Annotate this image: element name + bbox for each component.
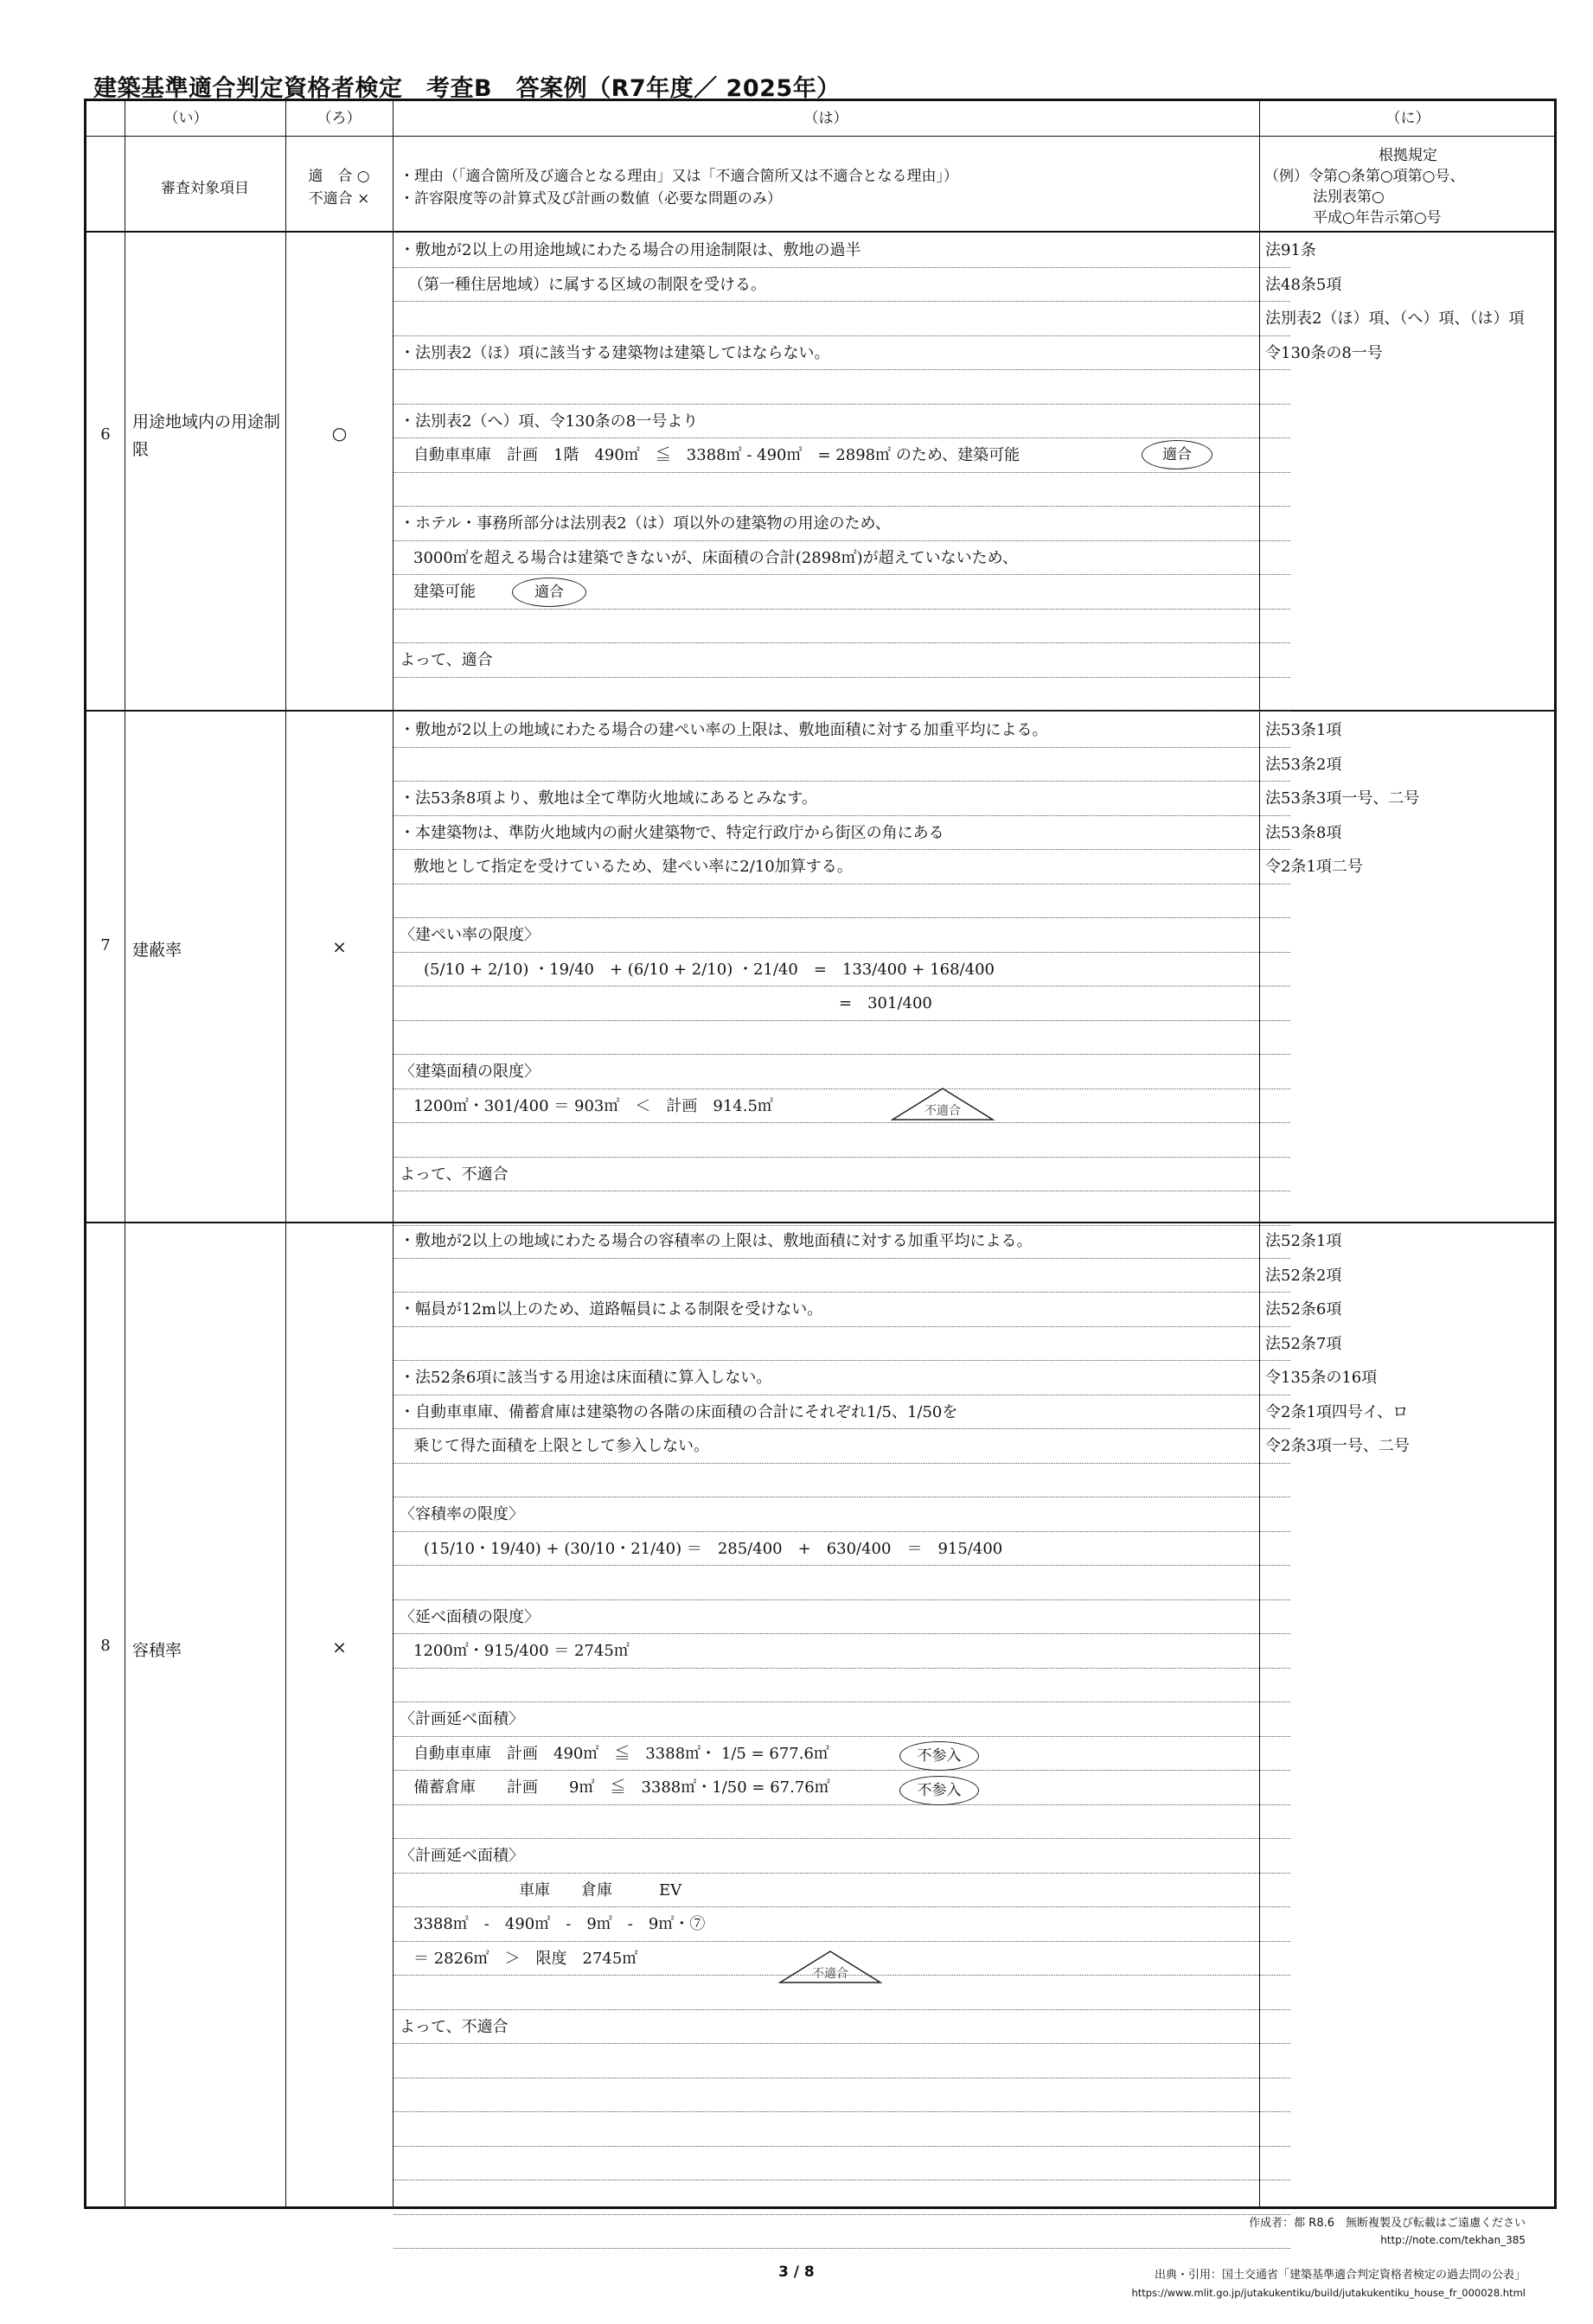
header-calc: ・許容限度等の計算式及び計画の数値（必要な問題のみ）	[400, 190, 782, 208]
footer-author: 作成者：都 R8.6 無断複製及び転載はご遠慮ください	[1249, 2217, 1526, 2230]
reason-line: よって、不適合	[400, 1165, 509, 1184]
reason-line: ・法52条6項に該当する用途は床面積に算入しない。	[400, 1369, 772, 1387]
exclusion-stamp: 不参入	[899, 1741, 979, 1771]
header-basis-example: 平成○年告示第○号	[1313, 209, 1442, 227]
writing-line	[393, 2180, 1290, 2215]
writing-line	[393, 1464, 1290, 1498]
writing-line	[393, 2078, 1290, 2113]
reason-line: ・ホテル・事務所部分は法別表2（は）項以外の建築物の用途のため、	[400, 514, 891, 533]
reason-line: 〈建ぺい率の限度〉	[400, 926, 540, 944]
legal-basis: 法53条8項	[1265, 823, 1342, 842]
legal-basis: 法53条1項	[1265, 721, 1342, 739]
legal-basis: 法52条7項	[1265, 1334, 1342, 1353]
review-item: 用途地域内の用途制限	[132, 412, 281, 459]
legal-basis: 法48条5項	[1265, 275, 1342, 294]
reason-line: 3000㎡を超える場合は建築できないが、床面積の合計(2898㎡)が超えていないため、	[413, 548, 1018, 567]
judgement-mark: ○	[331, 423, 348, 444]
header-judge-ok: 適 合 ○	[308, 168, 370, 185]
writing-line	[393, 610, 1290, 644]
reason-line: ・敷地が2以上の用途地域にわたる場合の用途制限は、敷地の過半	[400, 241, 861, 259]
writing-line	[393, 884, 1290, 919]
reason-line: ・敷地が2以上の地域にわたる場合の容積率の上限は、敷地面積に対する加重平均による。	[400, 1232, 1033, 1250]
legal-basis: 法91条	[1265, 241, 1316, 259]
legal-basis: 令2条3項一号、二号	[1265, 1437, 1410, 1455]
reason-line: ・本建築物は、準防火地域内の耐火建築物で、特定行政庁から街区の角にある	[400, 823, 944, 842]
reason-line: (5/10 + 2/10) ・19/40 + (6/10 + 2/10) ・21/40 = 133/400 + 168/400	[424, 960, 995, 979]
judgement-mark: ×	[332, 1637, 347, 1657]
writing-line	[393, 643, 1290, 678]
legal-basis: 法別表2（ほ）項、（へ）項、（は）項	[1265, 310, 1525, 328]
writing-line	[393, 678, 1290, 712]
reason-line: ・敷地が2以上の地域にわたる場合の建ぺい率の上限は、敷地面積に対する加重平均による。	[400, 721, 1048, 739]
writing-line	[393, 1669, 1290, 1703]
reason-line: 敷地として指定を受けているため、建ぺい率に2/10加算する。	[413, 858, 853, 876]
writing-line	[393, 1327, 1290, 1362]
reason-line: 〈建築面積の限度〉	[400, 1063, 540, 1081]
reason-line: よって、適合	[400, 651, 493, 669]
header-reason: ・理由（「適合箇所及び適合となる理由」又は「不適合箇所又は不適合となる理由」）	[400, 168, 958, 185]
legal-basis: 令130条の8一号	[1265, 343, 1383, 362]
reason-line: 自動車車庫 計画 490㎡ ≦ 3388㎡・ 1/5 = 677.6㎡	[413, 1744, 829, 1763]
footer-note-url: http://note.com/tekhan_385	[1380, 2234, 1526, 2246]
header-basis-example: 法別表第○	[1313, 188, 1385, 206]
reason-line: = 301/400	[839, 994, 932, 1012]
writing-line	[393, 473, 1290, 508]
header-basis-title: 根拠規定	[1379, 147, 1437, 164]
writing-line	[393, 1702, 1290, 1737]
reason-line: ・幅員が12m以上のため、道路幅員による制限を受けない。	[400, 1300, 823, 1318]
legal-basis: 法53条3項一号、二号	[1265, 789, 1420, 808]
header-judge-ng: 不適合 ×	[308, 190, 370, 208]
page-number: 3 / 8	[778, 2263, 815, 2281]
reason-line: 〈計画延べ面積〉	[400, 1847, 524, 1865]
writing-line	[393, 2010, 1290, 2045]
document-title: 建築基準適合判定資格者検定 考査B 答案例（R7年度／ 2025年）	[93, 75, 841, 102]
writing-line	[393, 1158, 1290, 1192]
nonconformity-label: 不適合	[924, 1104, 961, 1118]
legal-basis: 法52条1項	[1265, 1232, 1342, 1250]
writing-line	[393, 302, 1290, 336]
reason-line: ＝ 2826㎡ ＞ 限度 2745㎡	[413, 1949, 638, 1968]
legal-basis: 令2条1項四号イ、ロ	[1265, 1402, 1409, 1421]
writing-line	[393, 1839, 1290, 1874]
nonconformity-label: 不適合	[812, 1967, 848, 1981]
reason-line: 〈延べ面積の限度〉	[400, 1607, 540, 1626]
row-number: 7	[100, 936, 111, 954]
legal-basis: 法52条6項	[1265, 1300, 1342, 1318]
reason-line: ・法別表2（へ）項、令130条の8一号より	[400, 412, 699, 431]
header-basis-example: （例）令第○条第○項第○号、	[1264, 168, 1465, 185]
conformity-stamp: 適合	[1142, 440, 1212, 469]
row-number: 6	[100, 425, 111, 444]
legal-basis: 法52条2項	[1265, 1266, 1342, 1285]
reason-line: 車庫 倉庫 EV	[519, 1880, 682, 1899]
column-label-ha: （は）	[803, 110, 848, 127]
writing-line	[393, 2112, 1290, 2147]
reason-line: ・法53条8項より、敷地は全て準防火地域にあるとみなす。	[400, 789, 817, 808]
reason-line: 1200㎡・301/400 ＝ 903㎡ ＜ 計画 914.5㎡	[413, 1096, 773, 1115]
reason-line: よって、不適合	[400, 2017, 509, 2036]
writing-line	[393, 1259, 1290, 1293]
header-bottom-divider	[86, 231, 1554, 233]
exclusion-stamp: 不参入	[899, 1776, 979, 1805]
writing-line	[393, 1497, 1290, 1532]
footer-source-url: https://www.mlit.go.jp/jutakukentiku/build/jutakukentiku_house_fr_000028.html	[1131, 2287, 1526, 2299]
writing-line	[393, 1566, 1290, 1600]
reason-line: 〈容積率の限度〉	[400, 1505, 524, 1523]
reason-line: 建築可能	[413, 583, 476, 601]
col-divider	[285, 101, 286, 2206]
legal-basis: 法53条2項	[1265, 755, 1342, 774]
reason-line: 乗じて得た面積を上限として参入しない。	[413, 1437, 709, 1455]
row-number: 8	[100, 1637, 111, 1655]
reason-line: 備蓄倉庫 計画 9㎡ ≦ 3388㎡・1/50 = 67.76㎡	[413, 1778, 830, 1797]
writing-line	[393, 748, 1290, 782]
column-label-i: （い）	[163, 110, 208, 127]
judgement-mark: ×	[332, 936, 347, 957]
writing-line	[393, 2044, 1290, 2078]
header-divider	[86, 136, 1554, 137]
header-item: 審査対象項目	[161, 180, 249, 197]
nonconformity-stamp	[778, 1950, 882, 1984]
reason-line: 〈計画延べ面積〉	[400, 1710, 524, 1728]
reason-line: ・自動車車庫、備蓄倉庫は建築物の各階の床面積の合計にそれぞれ1/5、1/50を	[400, 1402, 958, 1421]
answer-sheet	[84, 99, 1557, 2209]
writing-line	[393, 2215, 1290, 2250]
review-item: 建蔽率	[132, 941, 182, 960]
legal-basis: 令2条1項二号	[1265, 858, 1363, 876]
column-label-ni: （に）	[1385, 110, 1430, 127]
review-item: 容積率	[132, 1641, 182, 1660]
writing-line	[393, 1021, 1290, 1056]
reason-line: ・法別表2（ほ）項に該当する建築物は建築してはならない。	[400, 343, 830, 362]
reason-line: (15/10・19/40) + (30/10・21/40) ＝ 285/400 + 630/400 ＝ 915/400	[424, 1539, 1003, 1558]
reason-line: 1200㎡・915/400 ＝ 2745㎡	[413, 1642, 630, 1660]
writing-line	[393, 1191, 1290, 1226]
reason-line: 自動車車庫 計画 1階 490㎡ ≦ 3388㎡ - 490㎡ = 2898㎡ のため、建築可能	[413, 446, 1020, 464]
reason-line: （第一種住居地域）に属する区域の制限を受ける。	[408, 275, 766, 294]
footer-source: 出典・引用：国土交通省「建築基準適合判定資格者検定の過去問の公表」	[1154, 2269, 1526, 2282]
writing-line	[393, 1123, 1290, 1158]
conformity-stamp: 適合	[512, 578, 586, 607]
writing-line	[393, 2147, 1290, 2181]
legal-basis: 令135条の16項	[1265, 1369, 1378, 1387]
writing-line	[393, 1805, 1290, 1840]
writing-line	[393, 370, 1290, 405]
column-label-ro: （ろ）	[317, 110, 361, 127]
nonconformity-stamp	[891, 1087, 995, 1121]
reason-line: 3388㎡ - 490㎡ - 9㎡ - 9㎡・⑦	[413, 1915, 706, 1933]
